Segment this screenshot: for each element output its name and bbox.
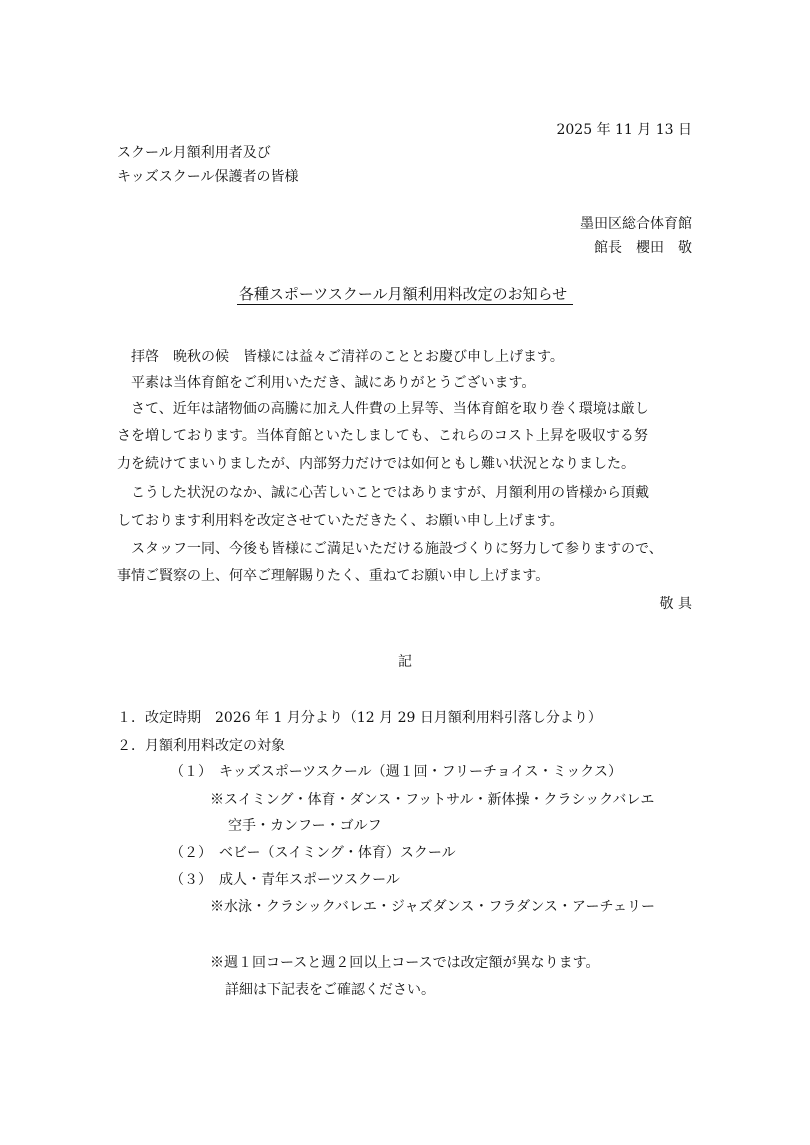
sender-organization: 墨田区総合体育館 xyxy=(580,216,692,232)
sender-director: 館長 櫻田 敬 xyxy=(594,240,692,256)
body-line: さを増しております。当体育館といたしましても、これらのコスト上昇を吸収する努 xyxy=(117,428,648,444)
issue-date: 2025 年 11 月 13 日 xyxy=(556,122,692,138)
body-line: しております利用料を改定させていただきたく、お願い申し上げます。 xyxy=(117,513,564,529)
recipient-line-1: スクール月額利用者及び xyxy=(117,145,271,161)
notice-title-text: 各種スポーツスクール月額利用料改定のお知らせ xyxy=(237,285,573,305)
sub-item-kids-note-continued: 空手・カンフー・ゴルフ xyxy=(228,818,382,834)
ki-heading: 記 xyxy=(398,654,412,670)
body-line: スタッフ一同、今後も皆様にご満足いただける施設づくりに努力して参りますので、 xyxy=(117,541,663,557)
closing-keigu: 敬 具 xyxy=(659,596,692,612)
body-line: 事情ご賢察の上、何卒ご理解賜りたく、重ねてお願い申し上げます。 xyxy=(117,568,550,584)
body-line: さて、近年は諸物価の高騰に加え人件費の上昇等、当体育館を取り巻く環境は厳し xyxy=(117,401,649,417)
sub-item-baby-school: （２） ベビー（スイミング・体育）スクール xyxy=(170,845,456,861)
recipient-line-2: キッズスクール保護者の皆様 xyxy=(117,169,299,185)
body-line: こうした状況のなか、誠に心苦しいことではありますが、月額利用の皆様から頂戴 xyxy=(117,485,649,501)
footnote-line-1: ※週１回コースと週２回以上コースでは改定額が異なります。 xyxy=(210,955,600,971)
sub-item-adult-note: ※水泳・クラシックバレエ・ジャズダンス・フラダンス・アーチェリー xyxy=(210,899,656,915)
sub-item-kids-note: ※スイミング・体育・ダンス・フットサル・新体操・クラシックバレエ xyxy=(210,792,655,808)
sub-item-adult-school: （３） 成人・青年スポーツスクール xyxy=(170,872,400,888)
item-revision-target: ２．月額利用料改定の対象 xyxy=(117,738,285,754)
body-line: 力を続けてまいりましたが、内部努力だけでは如何ともし難い状況となりました。 xyxy=(117,456,635,472)
item-revision-timing: １．改定時期 2026 年 1 月分より（12 月 29 日月額利用料引落し分より） xyxy=(117,710,602,726)
body-line: 拝啓 晩秋の候 皆様には益々ご清祥のこととお慶び申し上げます。 xyxy=(117,349,564,365)
sub-item-kids-school: （１） キッズスポーツスクール（週１回・フリーチョイス・ミックス） xyxy=(170,764,623,780)
notice-title xyxy=(0,283,810,305)
footnote-line-2: 詳細は下記表をご確認ください。 xyxy=(225,982,435,998)
body-line: 平素は当体育館をご利用いただき、誠にありがとうございます。 xyxy=(117,375,536,391)
